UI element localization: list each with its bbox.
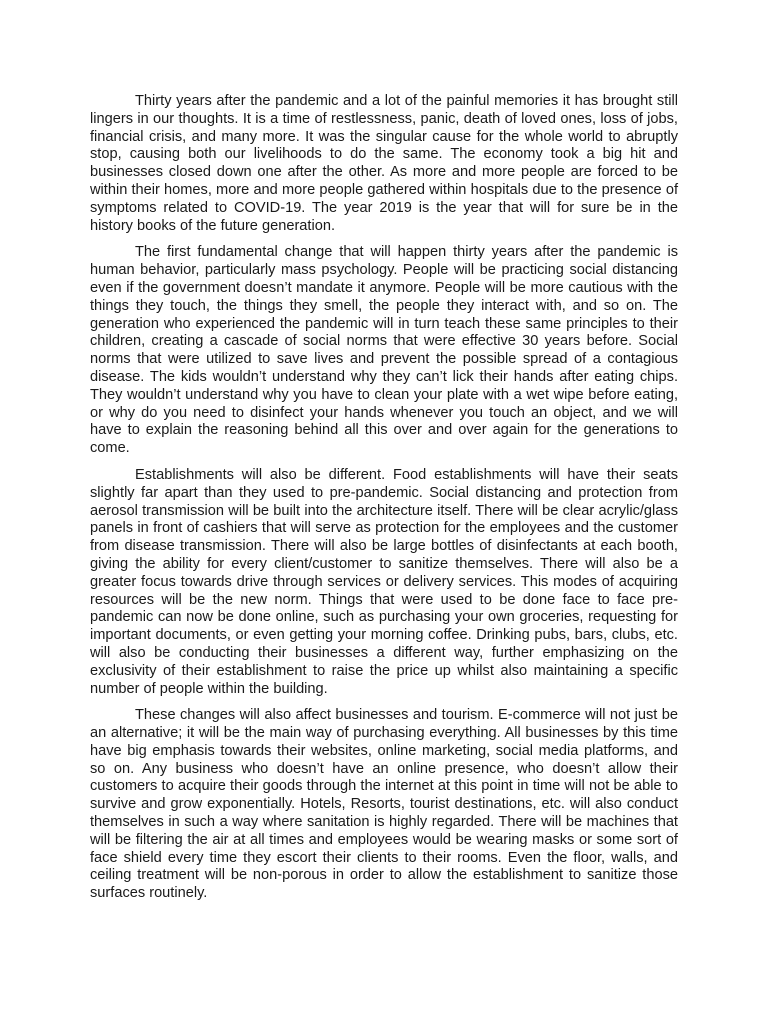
paragraph-businesses-tourism: These changes will also affect businesses and tourism. E-commerce will not just be an alternative; it will be the main way of purchasing everything. All businesses by this time have big emphasis towards their websites, online marketing, social media platforms, and so on. Any business who doesn’t have an online presence, who doesn’t allow their customers to acquire their goods through the internet at this point in time will not be able to survive and grow exponentially. Hotels, Resorts, tourist destinations, etc. will also conduct themselves in such a way where sanitation is highly regarded. There will be machines that will be filtering the air at all times and employees would be wearing masks or some sort of face shield every time they escort their clients to their rooms. Even the floor, walls, and ceiling treatment will be non-porous in order to allow the establishment to sanitize those surfaces routinely. — [90, 707, 678, 902]
paragraph-intro: Thirty years after the pandemic and a lot of the painful memories it has brought still lingers in our thoughts. It is a time of restlessness, panic, death of loved ones, loss of jobs, financial crisis, and many more. It was the singular cause for the whole world to abruptly stop, causing both our livelihoods to do the same. The economy took a big hit and businesses closed down one after the other. As more and more people are forced to be within their homes, more and more people gathered within hospitals due to the presence of symptoms related to COVID-19. The year 2019 is the year that will for sure be in the history books of the future generation. — [90, 93, 678, 234]
paragraph-establishments: Establishments will also be different. Food establishments will have their seats slightly far apart than they used to pre-pandemic. Social distancing and protection from aerosol transmission will be built into the architecture itself. There will be clear acrylic/glass panels in front of cashiers that will serve as protection for the employees and the customer from disease transmission. There will also be large bottles of disinfectants at each booth, giving the ability for every client/customer to sanitize themselves. There will also be a greater focus towards drive through services or delivery services. This modes of acquiring resources will be the new norm. Things that were used to be done face to face pre-pandemic can now be done online, such as purchasing your own groceries, requesting for important documents, or even getting your morning coffee. Drinking pubs, bars, clubs, etc. will also be conducting their businesses a different way, further emphasizing on the exclusivity of their establishment to raise the price up whilst also maintaining a specific number of people within the building. — [90, 466, 678, 697]
document-body — [90, 93, 678, 912]
paragraph-human-behavior: The first fundamental change that will happen thirty years after the pandemic is human behavior, particularly mass psychology. People will be practicing social distancing even if the government doesn’t mandate it anymore. People will be more cautious with the things they touch, the things they smell, the people they interact with, and so on. The generation who experienced the pandemic will in turn teach these same principles to their children, creating a cascade of social norms that were effective 30 years before. Social norms that were utilized to save lives and prevent the possible spread of a contagious disease. The kids wouldn’t understand why they can’t lick their hands after eating chips. They wouldn’t understand why you have to clean your plate with a wet wipe before eating, or why do you need to disinfect your hands whenever you touch an object, and we will have to explain the reasoning behind all this over and over again for the generations to come. — [90, 244, 678, 457]
